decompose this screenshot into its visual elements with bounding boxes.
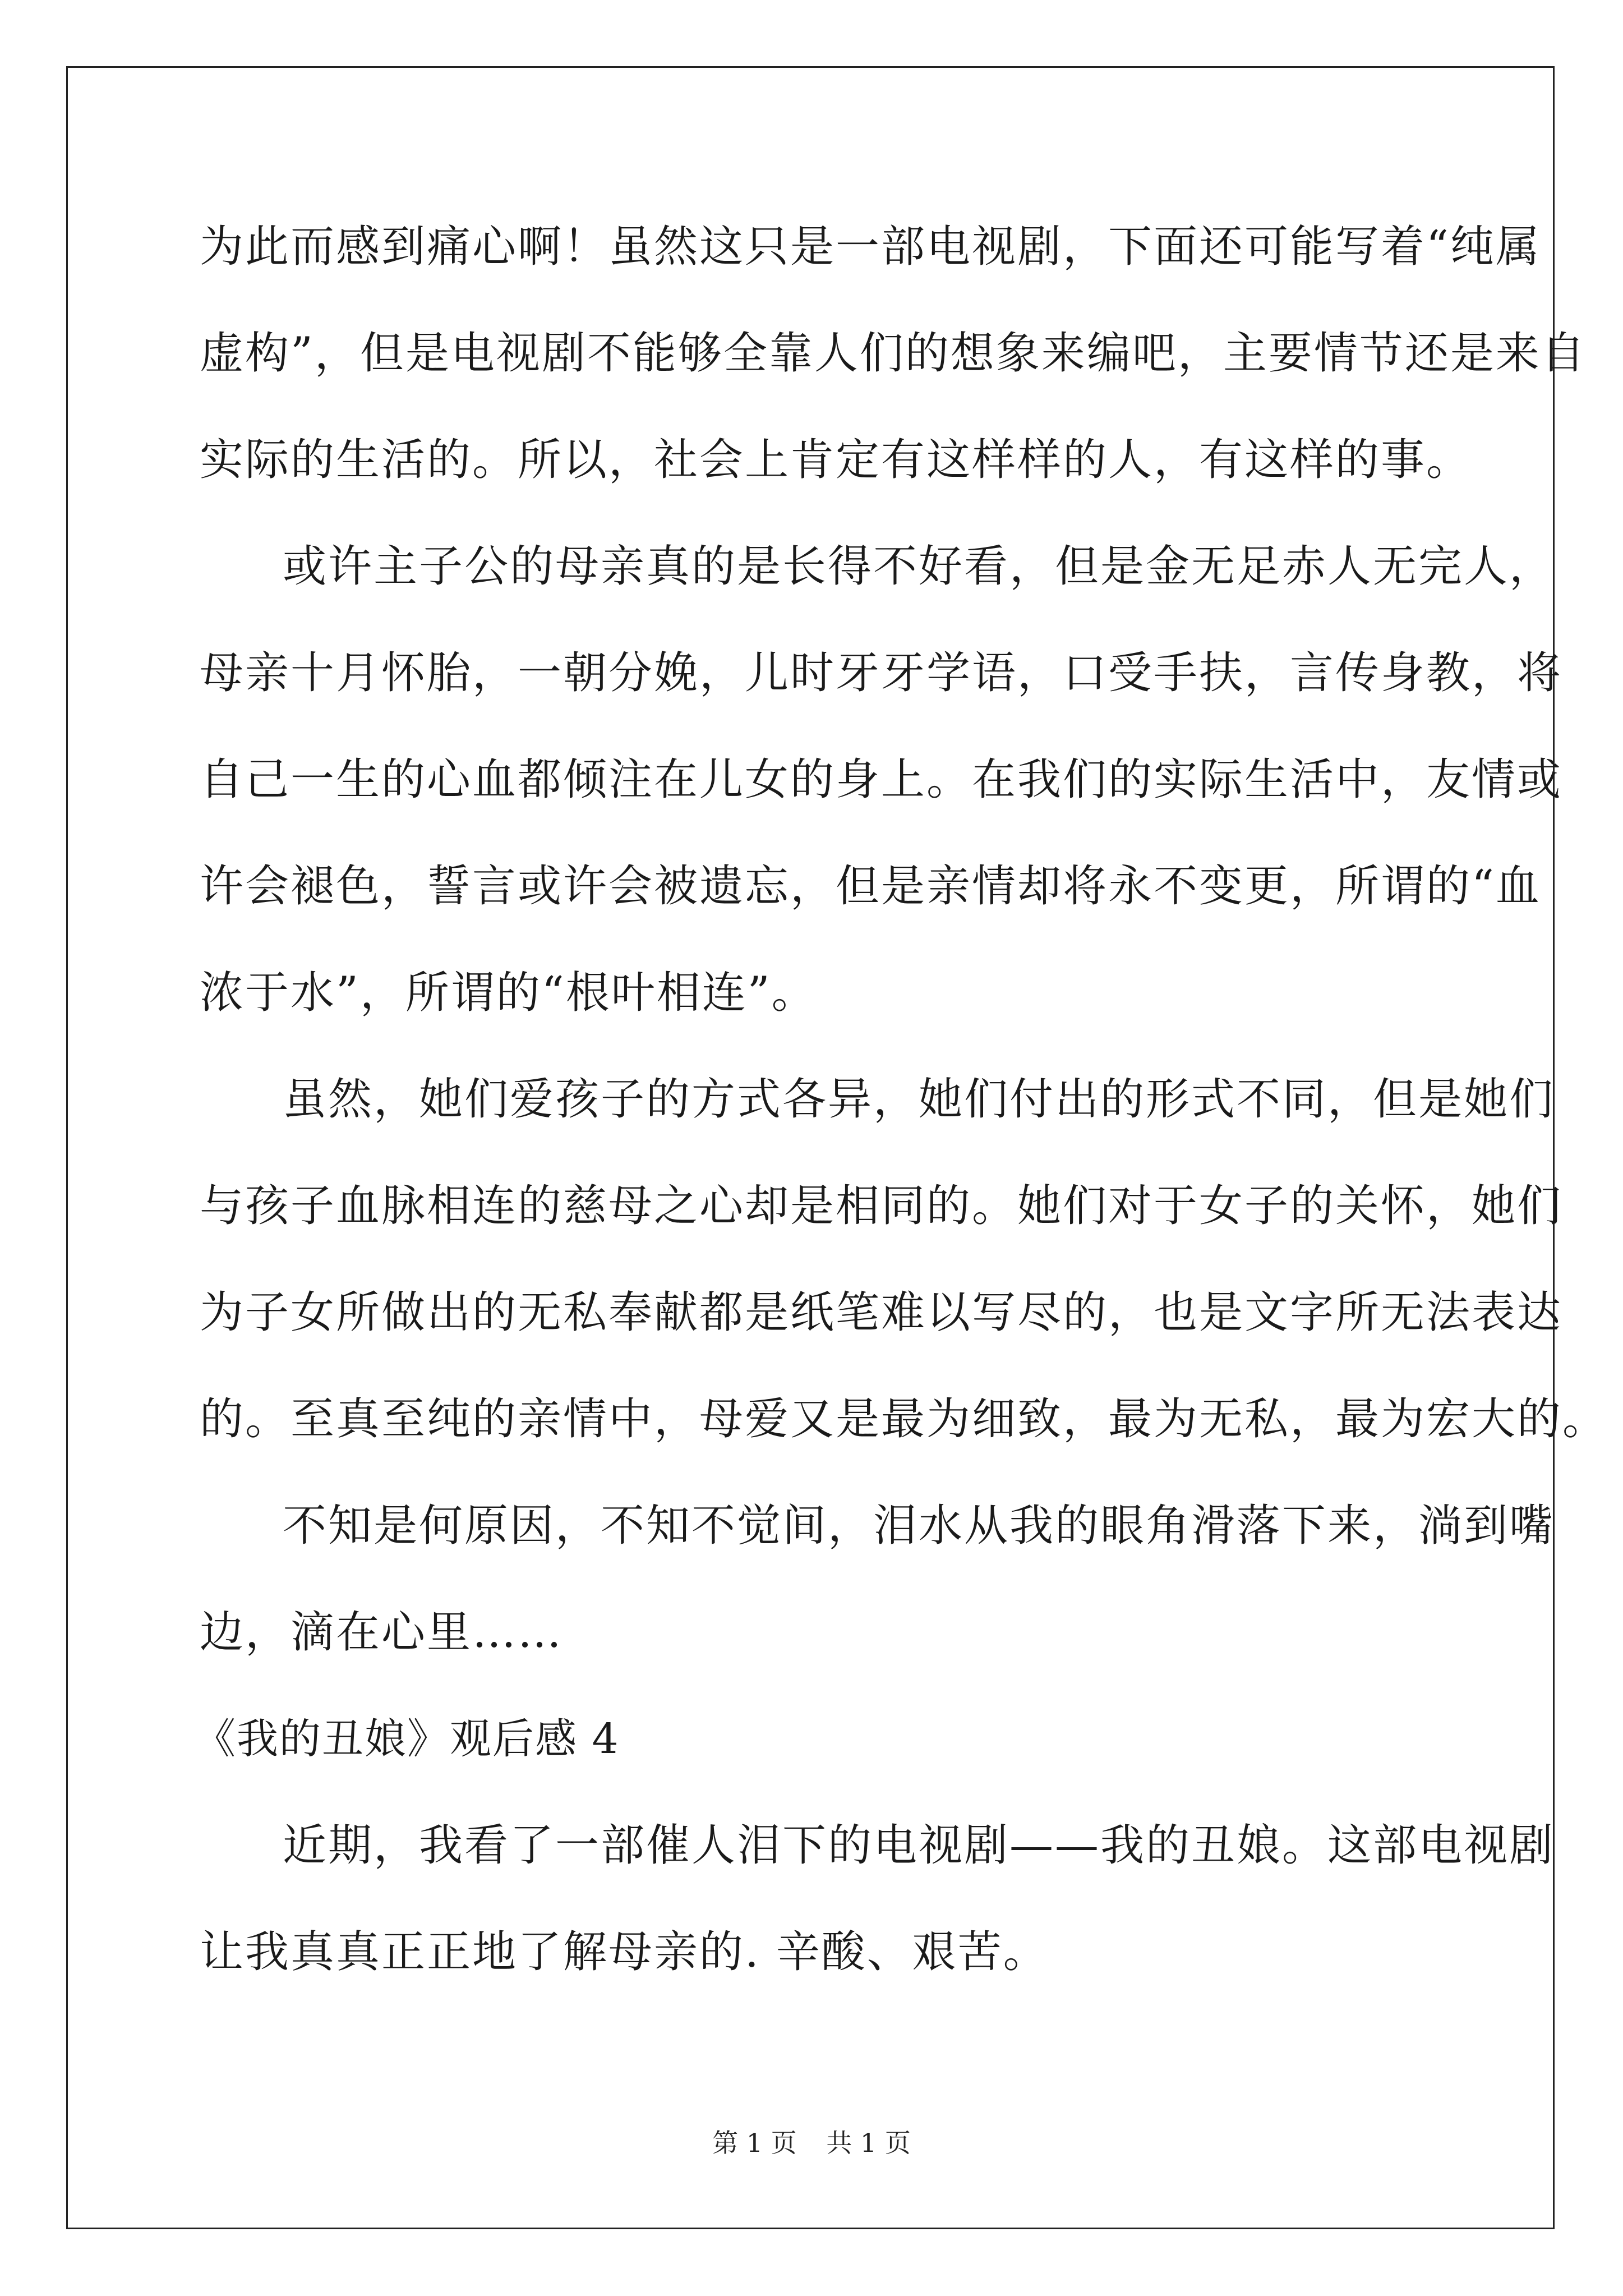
section-heading: 《我的丑娘》观后感 4 (194, 1715, 620, 1763)
page-number: 第 1 页 (712, 2128, 797, 2158)
text-line: 与孩子血脉相连的慈母之心却是相同的。她们对于女子的关怀，她们 (200, 1181, 1563, 1231)
text-line: 实际的生活的。所以，社会上肯定有这样样的人，有这样的事。 (200, 435, 1472, 485)
text-line: 自己一生的心血都倾注在儿女的身上。在我们的实际生活中，友情或 (200, 754, 1563, 805)
page-footer (0, 2126, 1623, 2160)
text-line: 边，滴在心里…… (200, 1607, 564, 1658)
text-line: 的。至真至纯的亲情中，母爱又是最为细致，最为无私，最为宏大的。 (200, 1394, 1608, 1444)
page-total: 共 1 页 (826, 2128, 911, 2158)
text-line: 为此而感到痛心啊！虽然这只是一部电视剧，下面还可能写着“纯属 (200, 222, 1541, 272)
paragraph-start-line: 虽然，她们爱孩子的方式各异，她们付出的形式不同，但是她们 (283, 1074, 1555, 1125)
text-line: 让我真真正正地了解母亲的. 辛酸、艰苦。 (200, 1927, 1049, 1977)
text-line: 许会褪色，誓言或许会被遗忘，但是亲情却将永不变更，所谓的“血 (200, 861, 1541, 912)
paragraph-start-line: 或许主子公的母亲真的是长得不好看，但是金无足赤人无完人， (283, 541, 1555, 592)
page-border (66, 66, 1555, 2229)
paragraph-start-line: 不知是何原因，不知不觉间，泪水从我的眼角滑落下来，淌到嘴 (283, 1501, 1555, 1551)
paragraph-start-line: 近期，我看了一部催人泪下的电视剧——我的丑娘。这部电视剧 (283, 1820, 1555, 1871)
text-line: 虚构”，但是电视剧不能够全靠人们的想象来编吧，主要情节还是来自 (200, 328, 1587, 379)
text-line: 母亲十月怀胎，一朝分娩，儿时牙牙学语，口受手扶，言传身教，将 (200, 648, 1563, 698)
text-line: 为子女所做出的无私奉献都是纸笔难以写尽的，也是文字所无法表达 (200, 1287, 1563, 1338)
text-line: 浓于水”，所谓的“根叶相连”。 (200, 968, 817, 1018)
